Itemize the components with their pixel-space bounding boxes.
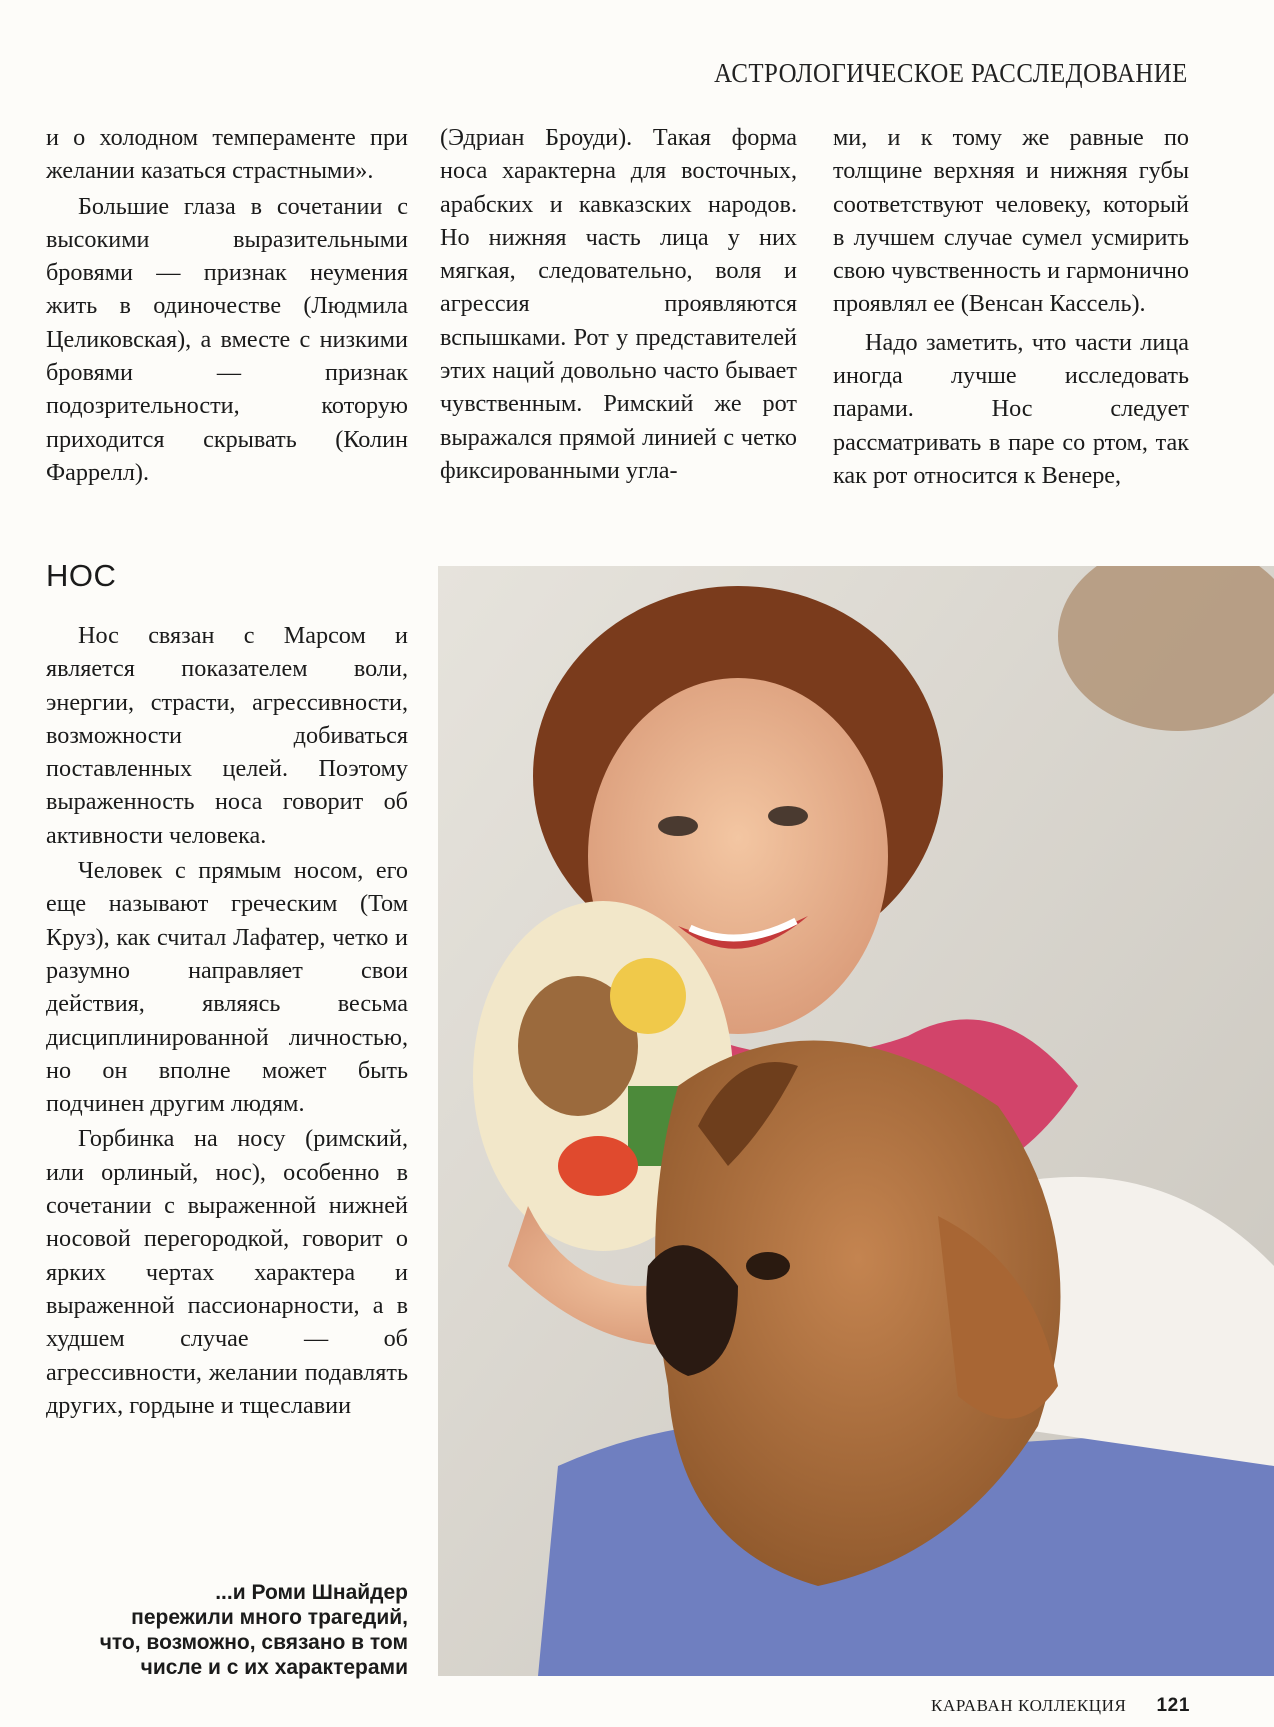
paragraph: Нос связан с Марсом и является показателем воли, энергии, страсти, агрессивности, возможности добиваться поставленных целей. Поэтому выраженность носа говорит об активности человека. bbox=[46, 622, 408, 849]
photo-illustration bbox=[438, 566, 1274, 1676]
text-column-nose bbox=[46, 619, 408, 1422]
caption-line: пережили много трагедий, bbox=[131, 1606, 408, 1629]
caption-line: ...и Роми Шнайдер bbox=[215, 1581, 408, 1604]
paragraph: ми, и к тому же равные по толщине верхняя и нижняя губы соответствуют человеку, который в лучшем случае сумел усмирить свою чувственность и гармонично проявлял ее (Венсан Кассель). bbox=[833, 124, 1189, 318]
paragraph: Большие глаза в сочетании с высокими выразительными бровями — признак неумения жить в одиночестве (Людмила Целиковская), а вместе с низкими бровями — признак подозрительности, которую приходится скрывать (Колин Фаррелл). bbox=[46, 192, 408, 486]
paragraph: Человек с прямым носом, его еще называют греческим (Том Круз), как считал Лафатер, четко и разумно направляет свои действия, являясь весьма дисциплинированной личностью, но он вполне может быть подчинен другим людям. bbox=[46, 857, 408, 1118]
magazine-title: КАРАВАН КОЛЛЕКЦИЯ bbox=[931, 1696, 1127, 1715]
paragraph: Надо заметить, что части лица иногда лучше исследовать парами. Нос следует рассматривать в паре со ртом, так как рот относится к Венере, bbox=[833, 328, 1189, 489]
caption-line: числе и с их характерами bbox=[140, 1656, 408, 1679]
text-column-2 bbox=[440, 121, 797, 487]
paragraph: и о холодном темпераменте при желании казаться страстными». bbox=[46, 124, 408, 185]
paragraph: Горбинка на носу (римский, или орлиный, нос), особенно в сочетании с выраженной нижней носовой перегородкой, говорит о ярких чертах характера и выраженной пассионарности, а в худшем случае — об агрессивности, желании подавлять других, гордыне и тщеславии bbox=[46, 1125, 408, 1419]
page-footer bbox=[931, 1695, 1190, 1717]
page-number: 121 bbox=[1156, 1695, 1190, 1716]
running-header: АСТРОЛОГИЧЕСКОЕ РАССЛЕДОВАНИЕ bbox=[714, 58, 1188, 88]
photo-woman-with-dog bbox=[438, 566, 1274, 1676]
section-heading-nose: НОС bbox=[46, 558, 117, 593]
text-column-1 bbox=[46, 121, 408, 489]
paragraph: (Эдриан Броуди). Такая форма носа характерна для восточных, арабских и кавказских народов. Но нижняя часть лица у них мягкая, следовательно, воля и агрессия проявляются вспышками. Рот у представителей этих наций довольно часто бывает чувственным. Римский же рот выражался прямой линией с четко фиксированными угла- bbox=[440, 124, 797, 484]
photo-caption bbox=[90, 1580, 408, 1680]
caption-line: что, возможно, связано в том bbox=[99, 1631, 408, 1654]
text-column-3 bbox=[833, 121, 1189, 492]
